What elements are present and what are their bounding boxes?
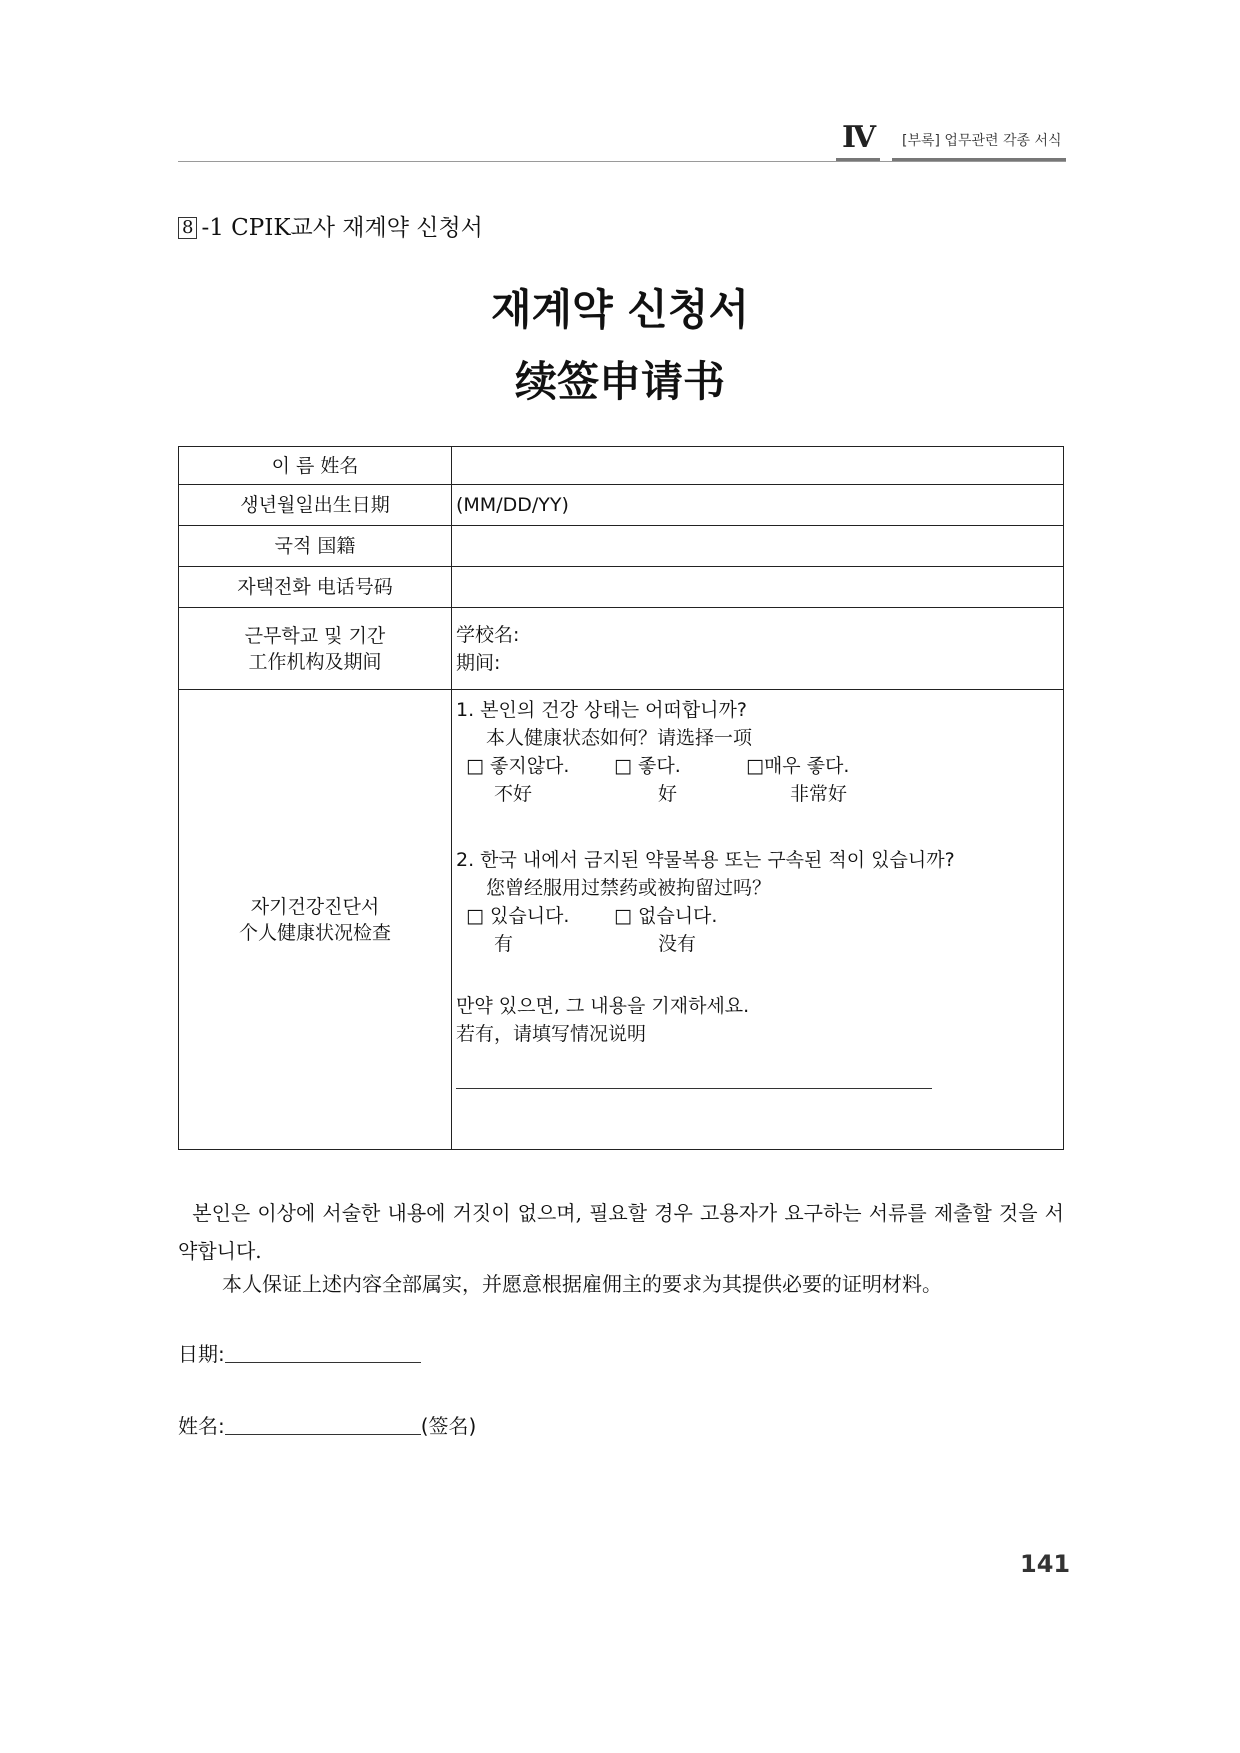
page-number: 141 xyxy=(1020,1550,1071,1578)
signature-date xyxy=(178,1338,421,1370)
detail-instruction-korean: 만약 있으면, 그 내용을 기재하세요. xyxy=(456,995,750,1017)
question-1-options-chinese xyxy=(456,780,1063,808)
name-field[interactable] xyxy=(452,447,1064,485)
phone-field[interactable] xyxy=(452,567,1064,608)
name-sign-label: 姓名: xyxy=(178,1414,225,1438)
nationality-label: 국적 国籍 xyxy=(179,526,452,567)
header-rule xyxy=(178,161,1066,162)
option-not-good-chinese: 不好 xyxy=(494,783,533,805)
pledge-korean-text: 본인은 이상에 서술한 내용에 거짓이 없으며, 필요할 경우 고용자가 요구하는 서류를 제출할 것을 서약합니다. xyxy=(178,1201,1064,1263)
question-1-options xyxy=(456,752,1063,780)
option-no-chinese: 没有 xyxy=(658,933,697,955)
pledge-korean xyxy=(178,1194,1064,1270)
option-very-good-chinese: 非常好 xyxy=(790,783,848,805)
form-row-nationality xyxy=(179,526,1064,567)
option-very-good[interactable]: □매우 좋다. xyxy=(746,755,850,777)
detail-blank-line[interactable] xyxy=(456,1066,932,1089)
school-name-label: 学校名: xyxy=(456,623,520,646)
health-field xyxy=(452,690,1064,1150)
chapter-title: [부록] 업무관련 각종 서식 xyxy=(902,133,1062,149)
question-2-options xyxy=(456,902,1063,930)
sign-note: (签名) xyxy=(420,1414,477,1438)
nationality-field[interactable] xyxy=(452,526,1064,567)
question-2-korean: 2. 한국 내에서 금지된 약물복용 또는 구속된 적이 있습니까? xyxy=(456,849,955,871)
document-title-korean: 재계약 신청서 xyxy=(490,285,750,334)
option-good-chinese: 好 xyxy=(658,783,678,805)
birth-label: 생년월일出生日期 xyxy=(179,485,452,526)
chapter-numeral-underline xyxy=(836,158,880,161)
application-form-table xyxy=(178,446,1064,1150)
pledge-chinese: 本人保证上述内容全部属实，并愿意根据雇佣主的要求为其提供必要的证明材料。 xyxy=(222,1272,942,1296)
health-label-korean: 자기건강진단서 xyxy=(250,895,380,918)
option-no[interactable]: □ 없습니다. xyxy=(614,905,718,927)
school-label-chinese: 工作机构及期间 xyxy=(248,650,382,673)
option-not-good[interactable]: □ 좋지않다. xyxy=(466,755,570,777)
question-2-chinese: 您曾经服用过禁药或被拘留过吗？ xyxy=(486,877,772,899)
question-2-options-chinese xyxy=(456,930,1063,958)
section-title-text: -1 CPIK교사 재계약 신청서 xyxy=(201,215,483,241)
school-label-korean: 근무학교 및 기간 xyxy=(244,624,386,647)
question-1-chinese: 本人健康状态如何？请选择一项 xyxy=(486,727,753,749)
birth-field[interactable]: (MM/DD/YY) xyxy=(452,485,1064,526)
option-yes[interactable]: □ 있습니다. xyxy=(466,905,570,927)
detail-instruction-chinese: 若有，请填写情况说明 xyxy=(456,1023,647,1045)
section-title xyxy=(178,212,483,244)
date-blank[interactable] xyxy=(225,1340,421,1363)
option-good[interactable]: □ 좋다. xyxy=(614,755,681,777)
date-label: 日期: xyxy=(178,1342,225,1366)
form-row-phone xyxy=(179,567,1064,608)
form-row-birth xyxy=(179,485,1064,526)
school-period-label: 期间: xyxy=(456,651,501,674)
phone-label: 자택전화 电话号码 xyxy=(179,567,452,608)
name-blank[interactable] xyxy=(225,1412,421,1435)
school-field[interactable] xyxy=(452,608,1064,690)
spacer xyxy=(456,1048,1063,1066)
document-title-chinese: 续签申请书 xyxy=(514,357,725,406)
spacer xyxy=(456,808,1063,846)
health-label xyxy=(179,690,452,1150)
option-yes-chinese: 有 xyxy=(494,933,514,955)
question-1-korean: 1. 본인의 건강 상태는 어떠합니까? xyxy=(456,699,747,721)
form-row-school xyxy=(179,608,1064,690)
signature-name xyxy=(178,1410,476,1442)
chapter-numeral: Ⅳ xyxy=(842,120,877,155)
form-row-health xyxy=(179,690,1064,1150)
health-label-chinese: 个人健康状况检查 xyxy=(238,921,391,944)
form-row-name xyxy=(179,447,1064,485)
section-number-box: 8 xyxy=(178,217,197,239)
chapter-title-underline xyxy=(892,158,1066,161)
spacer xyxy=(456,958,1063,992)
school-label xyxy=(179,608,452,690)
name-label: 이 름 姓名 xyxy=(179,447,452,485)
